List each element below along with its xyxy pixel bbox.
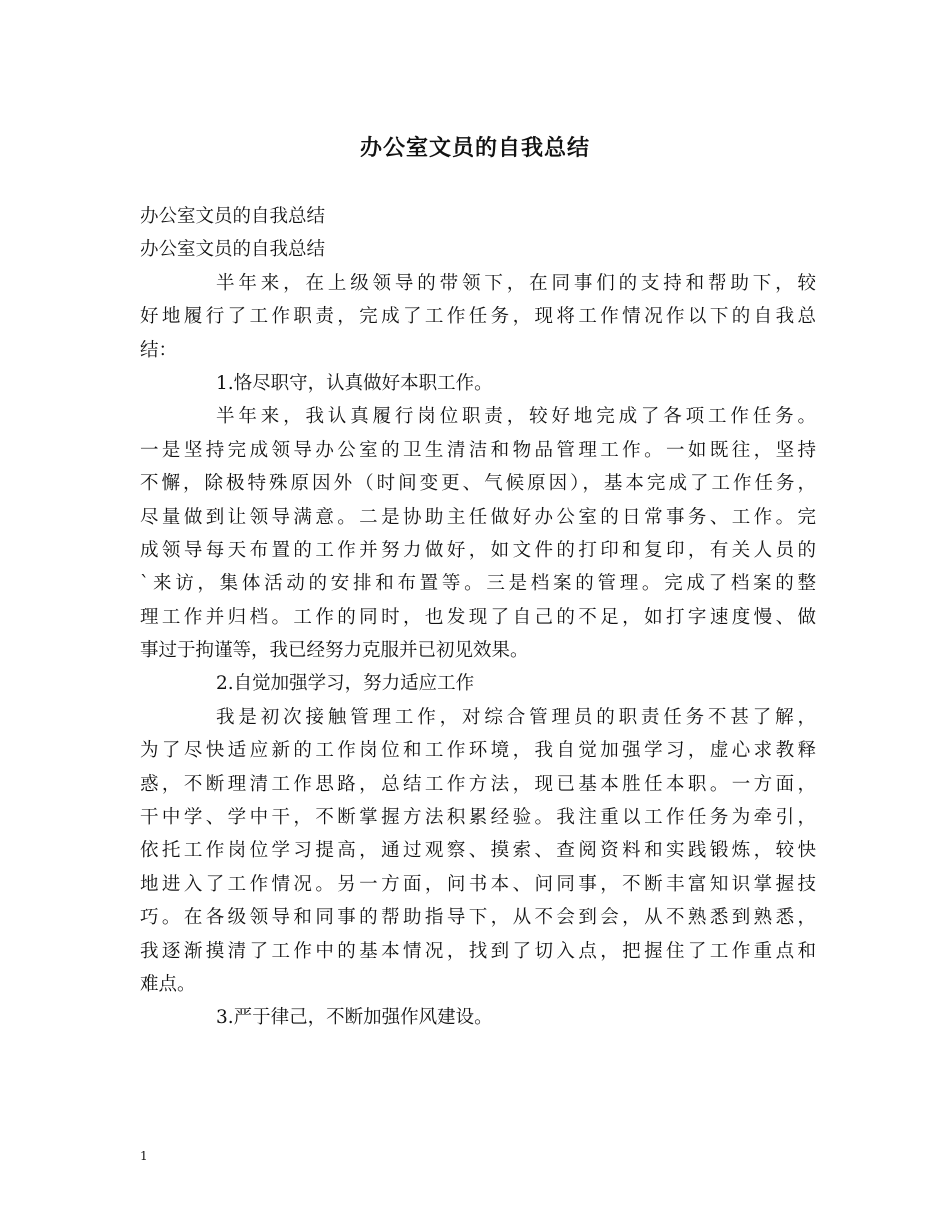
paragraph-line: 为了尽快适应新的工作岗位和工作环境，我自觉加强学习，虚心求教释 [140,740,816,762]
paragraph-line: 尽量做到让领导满意。二是协助主任做好办公室的日常事务、工作。完 [140,506,816,528]
paragraph-line: 不懈，除极特殊原因外（时间变更、气候原因），基本完成了工作任务， [140,473,816,495]
paragraph-line: `来访，集体活动的安排和布置等。三是档案的管理。完成了档案的整 [140,573,816,595]
paragraph-line: 我逐渐摸清了工作中的基本情况，找到了切入点，把握住了工作重点和 [140,940,816,962]
subtitle-line: 办公室文员的自我总结 [140,239,326,261]
paragraph-line: 干中学、学中干，不断掌握方法积累经验。我注重以工作任务为牵引， [140,807,816,829]
paragraph-line: 难点。 [140,973,196,995]
section-heading-3: 3.严于律己，不断加强作风建设。 [216,1007,493,1029]
paragraph-line: 结： [140,339,178,361]
paragraph-line: 成领导每天布置的工作并努力做好，如文件的打印和复印，有关人员的 [140,539,816,561]
paragraph-line: 惑，不断理清工作思路，总结工作方法，现已基本胜任本职。一方面， [140,773,816,795]
paragraph-line: 依托工作岗位学习提高，通过观察、摸索、查阅资料和实践锻炼，较快 [140,840,816,862]
subtitle-line: 办公室文员的自我总结 [140,206,326,227]
paragraph-line: 半年来，在上级领导的带领下，在同事们的支持和帮助下，较 [216,272,816,294]
paragraph-line: 我是初次接触管理工作，对综合管理员的职责任务不甚了解， [216,706,816,728]
section-heading-1: 1.恪尽职守，认真做好本职工作。 [216,372,493,394]
page-number: 1 [140,1149,148,1163]
paragraph-line: 好地履行了工作职责，完成了工作任务，现将工作情况作以下的自我总 [140,306,816,328]
paragraph-line: 一是坚持完成领导办公室的卫生清洁和物品管理工作。一如既往，坚持 [140,439,816,461]
paragraph-line: 事过于拘谨等，我已经努力克服并已初见效果。 [140,640,529,662]
paragraph-line: 巧。在各级领导和同事的帮助指导下，从不会到会，从不熟悉到熟悉， [140,907,816,929]
paragraph-line: 理工作并归档。工作的同时，也发现了自己的不足，如打字速度慢、做 [140,606,816,628]
paragraph-line: 半年来，我认真履行岗位职责，较好地完成了各项工作任务。 [216,406,816,428]
document-body [140,200,816,1035]
section-heading-2: 2.自觉加强学习，努力适应工作 [216,673,475,695]
document-title: 办公室文员的自我总结 [359,135,590,161]
paragraph-line: 地进入了工作情况。另一方面，问书本、问同事，不断丰富知识掌握技 [140,873,816,895]
